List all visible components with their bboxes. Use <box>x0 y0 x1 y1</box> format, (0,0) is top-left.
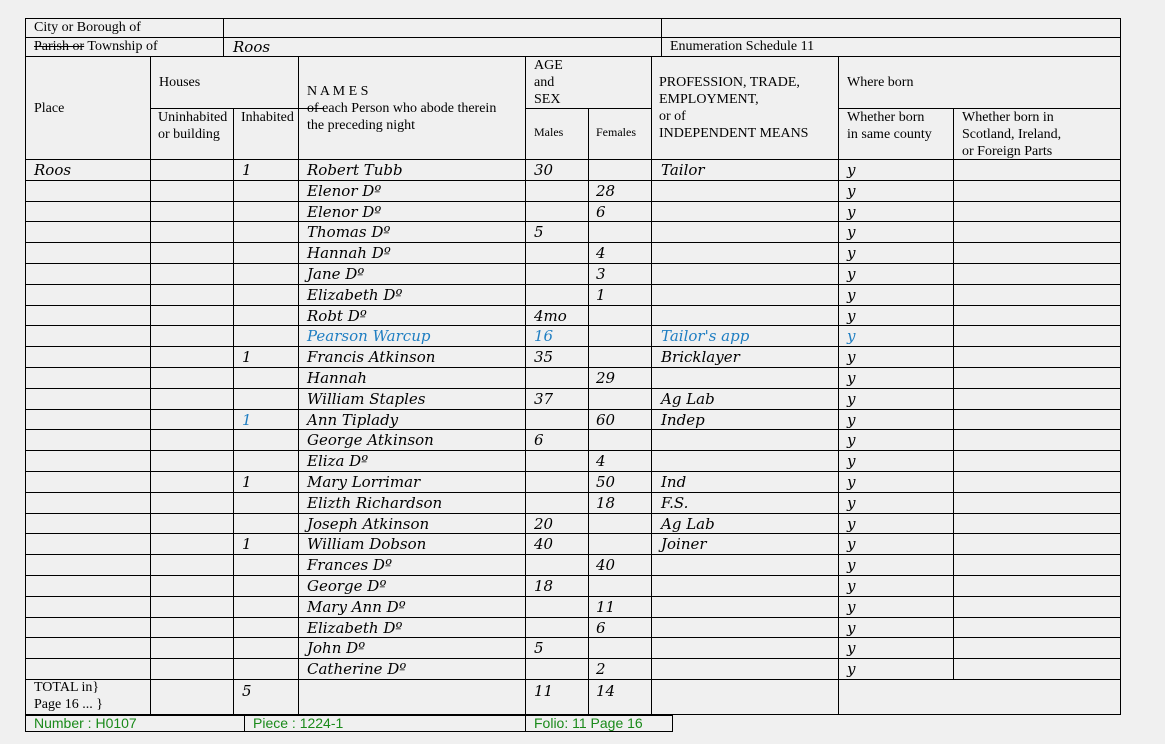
row-same-county: y <box>847 161 856 179</box>
census-schedule <box>25 18 1121 714</box>
row-inhabited: 1 <box>242 161 252 179</box>
township-value: Roos <box>233 38 271 56</box>
row-females: 6 <box>596 203 606 221</box>
row-females: 28 <box>596 182 616 200</box>
row-females: 4 <box>596 452 606 470</box>
row-same-county: y <box>847 411 856 429</box>
row-same-county: y <box>847 515 856 533</box>
col-foreign-1: Whether born in <box>962 110 1054 125</box>
col-age-1: AGE <box>534 58 563 73</box>
totals-males: 11 <box>534 682 554 700</box>
row-name: John Dº <box>307 639 366 657</box>
schedule-label: Enumeration Schedule 11 <box>670 39 815 54</box>
row-rule <box>25 201 1121 202</box>
row-name: Jane Dº <box>307 265 365 283</box>
row-name: William Staples <box>307 390 426 408</box>
footer-piece: Piece : 1224-1 <box>244 715 526 732</box>
totals-label-2: Page 16 ... } <box>34 697 103 712</box>
row-name: Frances Dº <box>307 556 393 574</box>
rule <box>150 56 151 714</box>
row-females: 50 <box>596 473 616 491</box>
row-name: Joseph Atkinson <box>307 515 430 533</box>
row-rule <box>25 346 1121 347</box>
row-same-county: y <box>847 535 856 553</box>
row-rule <box>25 471 1121 472</box>
col-where-born: Where born <box>847 75 914 90</box>
row-males: 35 <box>534 348 554 366</box>
row-rule <box>25 409 1121 410</box>
row-place: Roos <box>34 161 72 179</box>
row-same-county: y <box>847 639 856 657</box>
col-houses: Houses <box>159 75 201 90</box>
row-rule <box>25 637 1121 638</box>
row-same-county: y <box>847 223 856 241</box>
row-name: Hannah Dº <box>307 244 391 262</box>
row-rule <box>25 242 1121 243</box>
row-rule <box>25 658 1121 659</box>
row-males: 18 <box>534 577 554 595</box>
rule <box>298 56 299 714</box>
row-name: Ann Tiplady <box>307 411 399 429</box>
col-names-sub-1: of each Person who abode therein <box>307 101 497 116</box>
row-females: 18 <box>596 494 616 512</box>
row-profession: Indep <box>661 411 705 429</box>
rule <box>233 108 234 714</box>
col-profession-1: PROFESSION, TRADE, <box>659 75 800 90</box>
row-profession: Tailor <box>661 161 705 179</box>
row-same-county: y <box>847 203 856 221</box>
row-name: Mary Ann Dº <box>307 598 406 616</box>
township-label-text: Township of <box>84 39 158 54</box>
row-inhabited: 1 <box>242 473 252 491</box>
row-males: 4mo <box>534 307 567 325</box>
township-label <box>34 39 158 55</box>
footer-folio: Folio: 11 Page 16 <box>525 715 673 732</box>
row-name: George Dº <box>307 577 387 595</box>
city-label: City or Borough of <box>34 20 141 35</box>
col-profession-4: INDEPENDENT MEANS <box>659 126 809 141</box>
row-name: William Dobson <box>307 535 427 553</box>
row-rule <box>25 284 1121 285</box>
row-rule <box>25 221 1121 222</box>
row-females: 1 <box>596 286 606 304</box>
row-females: 29 <box>596 369 616 387</box>
row-name: Francis Atkinson <box>307 348 436 366</box>
row-males: 6 <box>534 431 544 449</box>
row-same-county: y <box>847 307 856 325</box>
col-age-2: and <box>534 75 555 90</box>
row-rule <box>25 429 1121 430</box>
rule <box>25 37 1121 38</box>
row-same-county: y <box>847 577 856 595</box>
row-name: Robert Tubb <box>307 161 403 179</box>
row-rule <box>25 180 1121 181</box>
row-females: 2 <box>596 660 606 678</box>
totals-inhabited: 5 <box>242 682 252 700</box>
rule <box>25 18 1121 19</box>
row-same-county: y <box>847 369 856 387</box>
row-same-county: y <box>847 598 856 616</box>
row-males: 5 <box>534 639 544 657</box>
row-name: Eliza Dº <box>307 452 369 470</box>
rule <box>223 18 224 57</box>
col-names-sub-2: the preceding night <box>307 118 416 133</box>
col-foreign-2: Scotland, Ireland, <box>962 127 1062 142</box>
row-rule <box>25 617 1121 618</box>
row-name: Thomas Dº <box>307 223 391 241</box>
col-uninhabited-2: or building <box>158 127 220 142</box>
row-profession: Joiner <box>661 535 707 553</box>
row-rule <box>25 305 1121 306</box>
row-males: 30 <box>534 161 554 179</box>
row-same-county: y <box>847 473 856 491</box>
row-name: Elenor Dº <box>307 203 382 221</box>
row-rule <box>25 596 1121 597</box>
row-same-county: y <box>847 390 856 408</box>
rule <box>25 159 1121 160</box>
row-profession: Ag Lab <box>661 515 715 533</box>
row-same-county: y <box>847 619 856 637</box>
parish-label-struck: Parish or <box>34 39 85 54</box>
row-name: Pearson Warcup <box>307 327 431 345</box>
rule <box>838 56 839 714</box>
row-rule <box>25 450 1121 451</box>
col-same-county-2: in same county <box>847 127 932 142</box>
col-same-county-1: Whether born <box>847 110 925 125</box>
row-females: 4 <box>596 244 606 262</box>
col-profession-2: EMPLOYMENT, <box>659 92 759 107</box>
row-same-county: y <box>847 244 856 262</box>
col-uninhabited-1: Uninhabited <box>158 110 228 125</box>
row-same-county: y <box>847 556 856 574</box>
rule <box>953 108 954 680</box>
row-same-county: y <box>847 660 856 678</box>
row-same-county: y <box>847 452 856 470</box>
row-males: 37 <box>534 390 554 408</box>
row-rule <box>25 388 1121 389</box>
row-rule <box>25 554 1121 555</box>
row-profession: F.S. <box>661 494 689 512</box>
row-rule <box>25 575 1121 576</box>
row-rule <box>25 263 1121 264</box>
row-inhabited: 1 <box>242 348 252 366</box>
row-rule <box>25 533 1121 534</box>
col-names-title: N A M E S <box>307 84 369 99</box>
footer-number: Number : H0107 <box>25 715 245 732</box>
row-name: Elenor Dº <box>307 182 382 200</box>
row-same-county: y <box>847 286 856 304</box>
row-name: Catherine Dº <box>307 660 407 678</box>
rule <box>838 108 1121 109</box>
row-same-county: y <box>847 327 856 345</box>
row-males: 16 <box>534 327 554 345</box>
row-same-county: y <box>847 348 856 366</box>
row-inhabited: 1 <box>242 411 252 429</box>
row-rule <box>25 325 1121 326</box>
row-females: 3 <box>596 265 606 283</box>
col-place: Place <box>34 101 65 116</box>
row-name: Elizth Richardson <box>307 494 443 512</box>
row-same-county: y <box>847 182 856 200</box>
row-name: Hannah <box>307 369 367 387</box>
row-profession: Tailor's app <box>661 327 750 345</box>
totals-females: 14 <box>596 682 616 700</box>
row-rule <box>25 513 1121 514</box>
rule <box>25 56 1121 57</box>
row-name: Robt Dº <box>307 307 367 325</box>
row-females: 11 <box>596 598 616 616</box>
rule <box>651 56 652 714</box>
col-age-3: SEX <box>534 92 561 107</box>
row-males: 5 <box>534 223 544 241</box>
rule <box>525 56 526 714</box>
col-males: Males <box>534 125 564 139</box>
row-profession: Bricklayer <box>661 348 740 366</box>
col-foreign-3: or Foreign Parts <box>962 144 1053 159</box>
col-profession-3: or of <box>659 109 686 124</box>
row-rule <box>25 679 1121 680</box>
row-name: Elizabeth Dº <box>307 286 403 304</box>
row-profession: Ind <box>661 473 687 491</box>
row-profession: Ag Lab <box>661 390 715 408</box>
row-rule <box>25 492 1121 493</box>
row-females: 40 <box>596 556 616 574</box>
row-females: 6 <box>596 619 606 637</box>
row-males: 20 <box>534 515 554 533</box>
totals-label-1: TOTAL in} <box>34 680 100 695</box>
row-name: Elizabeth Dº <box>307 619 403 637</box>
row-name: Mary Lorrimar <box>307 473 421 491</box>
row-inhabited: 1 <box>242 535 252 553</box>
col-inhabited: Inhabited <box>241 110 294 125</box>
row-name: George Atkinson <box>307 431 434 449</box>
rule <box>661 18 662 57</box>
col-females: Females <box>596 125 636 139</box>
row-females: 60 <box>596 411 616 429</box>
rule <box>588 108 589 714</box>
row-same-county: y <box>847 431 856 449</box>
row-males: 40 <box>534 535 554 553</box>
row-rule <box>25 367 1121 368</box>
row-same-county: y <box>847 494 856 512</box>
row-same-county: y <box>847 265 856 283</box>
